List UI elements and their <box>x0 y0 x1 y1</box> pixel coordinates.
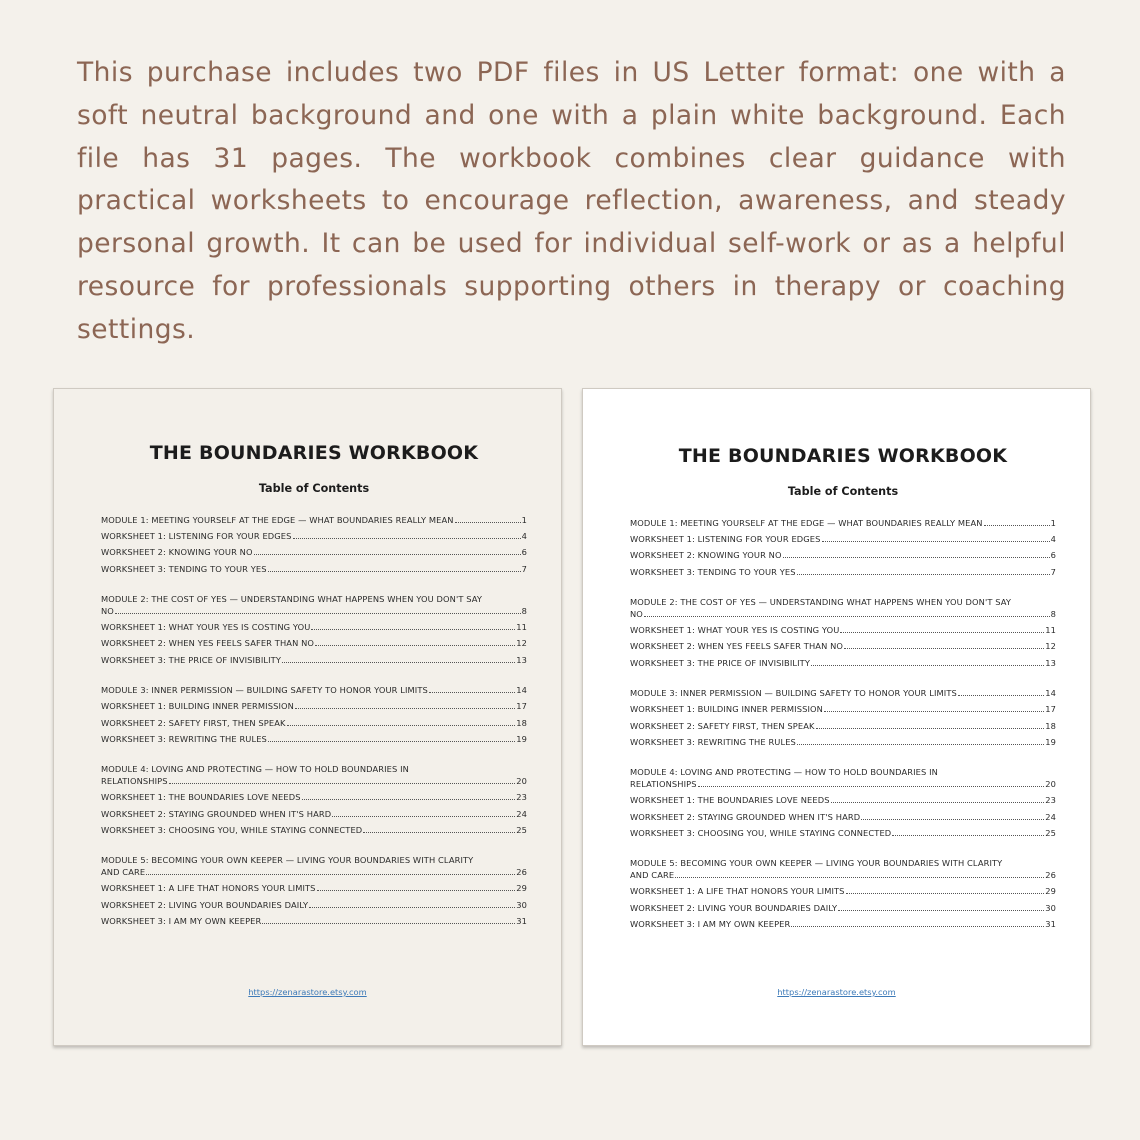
toc-entry <box>630 794 1056 806</box>
toc-page-number: 20 <box>516 776 527 787</box>
workbook-title: THE BOUNDARIES WORKBOOK <box>149 442 479 464</box>
toc-entry-label: WORKSHEET 2: KNOWING YOUR NO <box>101 547 253 558</box>
dot-leader <box>844 648 1044 649</box>
dot-leader <box>332 816 515 817</box>
toc-module-group <box>101 593 527 666</box>
toc-page-number: 12 <box>1045 641 1056 652</box>
toc-entry <box>630 827 1056 839</box>
toc-entry <box>630 902 1056 914</box>
dot-leader <box>295 708 515 709</box>
white-background-page-preview <box>582 388 1091 1046</box>
toc-entry-label: RELATIONSHIPS <box>101 776 168 787</box>
dot-leader <box>169 783 516 784</box>
toc-entry-label: WORKSHEET 2: SAFETY FIRST, THEN SPEAK <box>101 717 286 728</box>
toc-entry-label: WORKSHEET 1: THE BOUNDARIES LOVE NEEDS <box>630 795 830 806</box>
toc-entry <box>630 918 1056 930</box>
table-of-contents-heading: Table of Contents <box>787 485 899 498</box>
dot-leader <box>254 554 521 555</box>
dot-leader <box>311 629 515 630</box>
table-of-contents <box>630 517 1056 930</box>
toc-page-number: 8 <box>1050 609 1056 620</box>
dot-leader <box>429 692 515 693</box>
dot-leader <box>838 910 1044 911</box>
dot-leader <box>698 786 1045 787</box>
toc-entry-title-line: MODULE 4: LOVING AND PROTECTING — HOW TO HOLD BOUNDARIES IN <box>630 767 938 778</box>
toc-entry-label: WORKSHEET 2: WHEN YES FEELS SAFER THAN NO <box>101 638 315 649</box>
dot-leader <box>644 616 1050 617</box>
toc-entry-label: MODULE 1: MEETING YOURSELF AT THE EDGE — WHAT BOUNDARIES REALLY MEAN <box>101 515 454 525</box>
toc-page-number: 14 <box>516 685 527 696</box>
toc-entry <box>630 857 1056 881</box>
toc-entry-label: WORKSHEET 3: CHOOSING YOU, WHILE STAYING CONNECTED <box>630 827 892 838</box>
toc-entry <box>101 882 527 894</box>
toc-entry-label: WORKSHEET 3: TENDING TO YOUR YES <box>101 563 267 574</box>
page-content <box>101 440 527 945</box>
toc-module-group <box>101 684 527 745</box>
toc-page-number: 19 <box>1045 736 1056 747</box>
toc-entry-label: WORKSHEET 1: A LIFE THAT HONORS YOUR LIMITS <box>630 886 845 897</box>
dot-leader <box>797 574 1050 575</box>
dot-leader <box>846 893 1045 894</box>
toc-entry-label: WORKSHEET 1: THE BOUNDARIES LOVE NEEDS <box>101 792 301 803</box>
toc-entry <box>101 899 527 911</box>
toc-entry-label: WORKSHEET 3: THE PRICE OF INVISIBILITY <box>630 657 810 668</box>
toc-page-number: 25 <box>516 824 527 835</box>
toc-page-number: 17 <box>1045 704 1056 715</box>
dot-leader <box>791 926 1044 927</box>
toc-entry <box>101 791 527 803</box>
dot-leader <box>115 613 521 614</box>
product-description: This purchase includes two PDF files in US Letter format: one with a soft neutral background and one with a plain white background. Each file has 31 pages. The workbook combines clear guidance with practical worksheets to encourage reflection, awareness, and steady personal growth. It can be used for individual self-work or as a helpful resource for professionals supporting others in therapy or coaching settings. <box>77 57 1066 345</box>
toc-entry <box>101 717 527 729</box>
toc-page-number: 7 <box>1050 566 1056 577</box>
toc-entry <box>630 624 1056 636</box>
toc-module-group <box>630 766 1056 839</box>
toc-page-number: 13 <box>516 654 527 665</box>
toc-page-number: 30 <box>1045 902 1056 913</box>
dot-leader <box>315 645 515 646</box>
toc-page-number: 30 <box>516 899 527 910</box>
toc-entry <box>101 637 527 649</box>
toc-entry-label: NO <box>630 609 643 620</box>
toc-entry <box>630 811 1056 823</box>
toc-entry-label: WORKSHEET 3: I AM MY OWN KEEPER <box>630 918 791 929</box>
toc-entry <box>630 517 1056 529</box>
toc-module-group <box>630 687 1056 748</box>
toc-entry <box>101 824 527 836</box>
dot-leader <box>831 802 1045 803</box>
dot-leader <box>317 890 516 891</box>
dot-leader <box>816 728 1045 729</box>
dot-leader <box>797 744 1044 745</box>
neutral-background-page-preview <box>53 388 562 1046</box>
dot-leader <box>268 571 521 572</box>
toc-module-group <box>101 854 527 927</box>
toc-page-number: 25 <box>1045 827 1056 838</box>
toc-entry <box>101 854 527 878</box>
dot-leader <box>363 832 515 833</box>
toc-entry-label: WORKSHEET 2: STAYING GROUNDED WHEN IT'S HARD <box>101 808 332 819</box>
toc-entry <box>630 766 1056 790</box>
toc-page-number: 26 <box>1045 870 1056 881</box>
dot-leader <box>268 741 515 742</box>
toc-module-group <box>101 763 527 836</box>
toc-entry <box>101 546 527 558</box>
toc-page-number: 13 <box>1045 657 1056 668</box>
toc-entry <box>630 657 1056 669</box>
toc-entry <box>101 733 527 745</box>
toc-entry-label: WORKSHEET 2: LIVING YOUR BOUNDARIES DAILY <box>630 902 838 913</box>
toc-entry-label: AND CARE <box>101 867 146 878</box>
dot-leader <box>302 799 516 800</box>
toc-entry-title-line: MODULE 2: THE COST OF YES — UNDERSTANDING WHAT HAPPENS WHEN YOU DON'T SAY <box>630 597 1012 608</box>
toc-page-number: 12 <box>516 638 527 649</box>
toc-page-number: 17 <box>516 701 527 712</box>
toc-entry <box>630 533 1056 545</box>
toc-entry-label: NO <box>101 606 114 617</box>
toc-entry <box>630 640 1056 652</box>
toc-entry-label: WORKSHEET 3: THE PRICE OF INVISIBILITY <box>101 654 281 665</box>
toc-entry-label: WORKSHEET 3: REWRITING THE RULES <box>101 733 267 744</box>
toc-entry <box>630 596 1056 620</box>
dot-leader <box>675 877 1044 878</box>
toc-page-number: 23 <box>516 792 527 803</box>
dot-leader <box>455 522 521 523</box>
toc-entry <box>101 593 527 617</box>
dot-leader <box>984 525 1050 526</box>
toc-entry <box>101 808 527 820</box>
dot-leader <box>783 557 1050 558</box>
toc-entry <box>101 654 527 666</box>
toc-page-number: 1 <box>521 515 527 525</box>
toc-entry <box>101 621 527 633</box>
dot-leader <box>840 632 1044 633</box>
dot-leader <box>146 874 515 875</box>
toc-entry-title-line: MODULE 5: BECOMING YOUR OWN KEEPER — LIVING YOUR BOUNDARIES WITH CLARITY <box>630 858 1003 869</box>
toc-entry <box>630 549 1056 561</box>
toc-page-number: 4 <box>521 531 527 542</box>
toc-entry-label: WORKSHEET 2: STAYING GROUNDED WHEN IT'S HARD <box>630 811 861 822</box>
toc-page-number: 23 <box>1045 795 1056 806</box>
toc-entry <box>630 566 1056 578</box>
dot-leader <box>293 538 521 539</box>
toc-entry-label: MODULE 3: INNER PERMISSION — BUILDING SAFETY TO HONOR YOUR LIMITS <box>101 685 428 696</box>
toc-entry-label: RELATIONSHIPS <box>630 779 697 790</box>
toc-page-number: 19 <box>516 733 527 744</box>
toc-entry-label: WORKSHEET 1: LISTENING FOR YOUR EDGES <box>630 534 821 545</box>
toc-entry-title-line: MODULE 5: BECOMING YOUR OWN KEEPER — LIVING YOUR BOUNDARIES WITH CLARITY <box>101 855 474 866</box>
toc-page-number: 26 <box>516 867 527 878</box>
toc-module-group <box>630 596 1056 669</box>
toc-entry <box>101 700 527 712</box>
dot-leader <box>287 725 516 726</box>
dot-leader <box>822 541 1050 542</box>
toc-module-group <box>630 517 1056 578</box>
store-link[interactable]: https://zenarastore.etsy.com <box>777 987 896 997</box>
toc-entry <box>630 687 1056 699</box>
dot-leader <box>958 695 1044 696</box>
toc-page-number: 6 <box>521 547 527 558</box>
toc-page-number: 8 <box>521 606 527 617</box>
toc-entry-label: WORKSHEET 2: SAFETY FIRST, THEN SPEAK <box>630 720 815 731</box>
dot-leader <box>309 907 515 908</box>
toc-page-number: 29 <box>516 883 527 894</box>
toc-entry <box>101 763 527 787</box>
store-link[interactable]: https://zenarastore.etsy.com <box>248 987 367 997</box>
toc-entry-label: WORKSHEET 1: A LIFE THAT HONORS YOUR LIMITS <box>101 883 316 894</box>
toc-entry <box>630 885 1056 897</box>
toc-entry-label: WORKSHEET 1: WHAT YOUR YES IS COSTING YOU <box>630 625 840 636</box>
toc-entry <box>630 703 1056 715</box>
page-content <box>630 443 1056 948</box>
dot-leader <box>892 835 1044 836</box>
toc-page-number: 6 <box>1050 550 1056 561</box>
toc-page-number: 24 <box>1045 811 1056 822</box>
toc-entry-label: WORKSHEET 3: TENDING TO YOUR YES <box>630 566 796 577</box>
toc-page-number: 7 <box>521 563 527 574</box>
toc-page-number: 14 <box>1045 688 1056 699</box>
toc-entry-label: WORKSHEET 1: BUILDING INNER PERMISSION <box>101 701 294 712</box>
toc-entry <box>630 736 1056 748</box>
toc-page-number: 11 <box>1045 625 1056 636</box>
dot-leader <box>861 819 1044 820</box>
table-of-contents-heading: Table of Contents <box>258 482 370 495</box>
toc-entry <box>101 514 527 526</box>
toc-entry-label: WORKSHEET 2: WHEN YES FEELS SAFER THAN NO <box>630 641 844 652</box>
toc-entry <box>101 530 527 542</box>
workbook-title: THE BOUNDARIES WORKBOOK <box>678 445 1008 467</box>
toc-module-group <box>101 514 527 575</box>
toc-entry <box>101 563 527 575</box>
toc-page-number: 20 <box>1045 779 1056 790</box>
toc-entry-title-line: MODULE 2: THE COST OF YES — UNDERSTANDING WHAT HAPPENS WHEN YOU DON'T SAY <box>101 594 483 605</box>
toc-entry-label: MODULE 1: MEETING YOURSELF AT THE EDGE — WHAT BOUNDARIES REALLY MEAN <box>630 518 983 528</box>
dot-leader <box>282 662 515 663</box>
toc-entry-label: WORKSHEET 2: KNOWING YOUR NO <box>630 550 782 561</box>
dot-leader <box>262 923 515 924</box>
toc-entry <box>630 720 1056 732</box>
toc-page-number: 11 <box>516 622 527 633</box>
toc-page-number: 18 <box>1045 720 1056 731</box>
toc-entry-label: WORKSHEET 1: BUILDING INNER PERMISSION <box>630 704 823 715</box>
toc-entry <box>101 915 527 927</box>
toc-entry-label: WORKSHEET 3: I AM MY OWN KEEPER <box>101 915 262 926</box>
toc-module-group <box>630 857 1056 930</box>
toc-page-number: 4 <box>1050 534 1056 545</box>
toc-entry-label: WORKSHEET 1: LISTENING FOR YOUR EDGES <box>101 531 292 542</box>
toc-entry-label: WORKSHEET 3: REWRITING THE RULES <box>630 736 796 747</box>
toc-entry-label: WORKSHEET 1: WHAT YOUR YES IS COSTING YOU <box>101 622 311 633</box>
toc-entry-label: WORKSHEET 3: CHOOSING YOU, WHILE STAYING CONNECTED <box>101 824 363 835</box>
toc-page-number: 24 <box>516 808 527 819</box>
toc-entry-label: WORKSHEET 2: LIVING YOUR BOUNDARIES DAILY <box>101 899 309 910</box>
dot-leader <box>824 711 1044 712</box>
toc-page-number: 29 <box>1045 886 1056 897</box>
dot-leader <box>811 665 1044 666</box>
toc-page-number: 18 <box>516 717 527 728</box>
toc-page-number: 31 <box>516 915 527 926</box>
toc-entry-label: AND CARE <box>630 870 675 881</box>
toc-entry-label: MODULE 3: INNER PERMISSION — BUILDING SAFETY TO HONOR YOUR LIMITS <box>630 688 957 699</box>
toc-entry-title-line: MODULE 4: LOVING AND PROTECTING — HOW TO HOLD BOUNDARIES IN <box>101 764 409 775</box>
table-of-contents <box>101 514 527 927</box>
toc-page-number: 31 <box>1045 918 1056 929</box>
toc-page-number: 1 <box>1050 518 1056 528</box>
toc-entry <box>101 684 527 696</box>
